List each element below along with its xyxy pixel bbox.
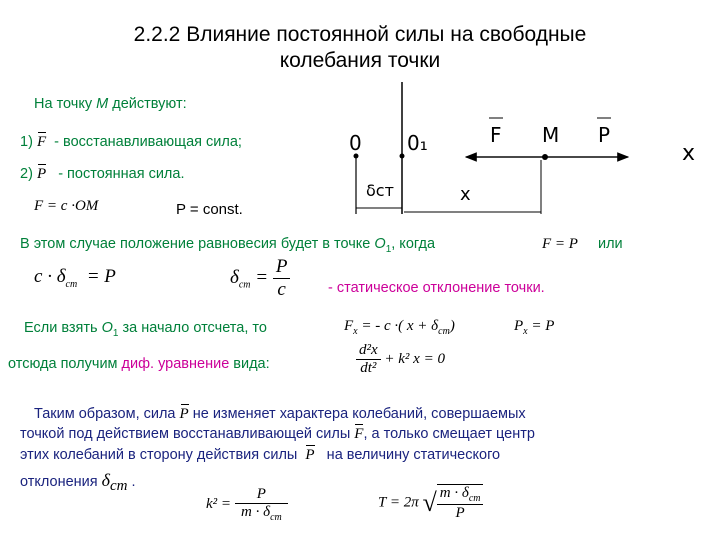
- label-x-axis: x: [682, 141, 696, 166]
- k2-den: m · δ: [241, 504, 271, 520]
- item-1-number: 1): [20, 134, 33, 150]
- period-num-sub: ст: [468, 493, 481, 504]
- o1-point: [400, 154, 405, 159]
- eq-vector-f: F: [542, 236, 552, 252]
- concl-l1b: не изменяет характера колебаний, совершаемых: [188, 406, 526, 422]
- eq-delta-sub: ст: [65, 278, 78, 290]
- eq-vector-f-eq-p: F = P: [542, 236, 578, 252]
- concl-sym-f: F: [354, 426, 364, 442]
- period-lhs: T = 2π: [378, 494, 419, 511]
- diff-post: вида:: [229, 356, 270, 372]
- p-const: P = const.: [176, 201, 243, 218]
- origin-post: за начало отсчета, то: [118, 320, 267, 336]
- concl-sym-p: P: [179, 406, 189, 422]
- origin-pre: Если взять: [24, 320, 102, 336]
- diff-link: диф. уравнение: [121, 356, 230, 372]
- eq-fx-close: ): [449, 318, 455, 334]
- eq-c: c: [34, 266, 43, 287]
- period-den: P: [455, 505, 465, 521]
- concl-l3b: на величину статического: [322, 447, 501, 463]
- title-line-1: 2.2.2 Влияние постоянной силы на свободные: [133, 23, 587, 46]
- intro-point-m: М: [96, 96, 109, 112]
- frac-delta: δ: [230, 266, 239, 288]
- eq-fx-rhs: = - c ·( x + δ: [361, 318, 439, 334]
- diff-rest: + k² x = 0: [384, 350, 445, 367]
- sqrt-icon: √: [422, 488, 437, 517]
- eq-px-rhs: = P: [531, 318, 555, 334]
- concl-sym-p2: P: [305, 447, 315, 463]
- eq-fx-sub: x: [353, 326, 358, 337]
- item-2-number: 2): [20, 166, 33, 182]
- title-line-2: колебания точки: [279, 49, 441, 72]
- origin-sub: 1: [112, 327, 119, 339]
- label-o: 0: [349, 131, 362, 155]
- concl-l1a: Таким образом, сила: [34, 406, 180, 422]
- formula-f-rhs: = c ·OM: [46, 198, 99, 214]
- eq-fx-sub2: ст: [438, 326, 450, 337]
- item-2-symbol: P: [36, 166, 47, 182]
- concl-l2b: , а только смещает центр: [363, 426, 535, 442]
- eq-eq-p: = P: [86, 266, 116, 287]
- equilibrium-mid: , когда: [391, 236, 436, 252]
- concl-l4b: .: [127, 474, 136, 490]
- period-num: m · δ: [439, 485, 469, 501]
- concl-l4a: отклонения: [20, 474, 102, 490]
- concl-sym-sub: ст: [110, 477, 128, 494]
- eq-c-delta-p: $c \cdot \delta_{ст} = P$: [34, 266, 116, 290]
- label-m: M: [542, 123, 560, 147]
- label-delta-st: δст: [366, 181, 394, 200]
- or-text: или: [598, 236, 623, 252]
- eq-px-p: P: [514, 318, 524, 334]
- equilibrium-o1-sub: 1: [385, 243, 392, 255]
- label-x-distance: x: [460, 184, 471, 205]
- k2-num: P: [235, 486, 288, 504]
- intro-post: действуют:: [108, 96, 187, 112]
- concl-l2a: точкой под действием восстанавливающей силы: [20, 426, 355, 442]
- label-f: F: [490, 123, 502, 147]
- diff-pre: отсюда получим: [8, 356, 122, 372]
- item-1-text: - восстанавливающая сила;: [54, 134, 242, 150]
- label-o1: 0₁: [407, 131, 428, 155]
- item-2-text: - постоянная сила.: [58, 166, 185, 182]
- formula-f-lhs: F: [34, 198, 44, 214]
- frac-num-p: P: [273, 256, 291, 279]
- frac-delta-sub: ст: [238, 279, 251, 291]
- eq-fx-f: F: [344, 318, 354, 334]
- concl-l3a: этих колебаний в сторону действия силы: [20, 447, 302, 463]
- eq-px-sub: x: [523, 326, 528, 337]
- concl-sym-delta: δ: [101, 470, 111, 490]
- k2-lhs: k² =: [206, 495, 232, 512]
- frac-eq: =: [255, 266, 269, 288]
- diff-den: dt²: [360, 360, 377, 376]
- intro-pre: На точку: [34, 96, 97, 112]
- static-note: - статическое отклонение точки.: [328, 280, 545, 296]
- frac-den-c: c: [277, 279, 286, 300]
- label-p: P: [598, 123, 611, 147]
- diff-num: d²x: [356, 342, 381, 360]
- equilibrium-pre: В этом случае положение равновесия будет в точке: [20, 236, 375, 252]
- point-m: [542, 154, 548, 160]
- k2-den-sub: ст: [270, 512, 282, 523]
- eq-vector-p: P: [568, 236, 578, 252]
- origin-o: O: [101, 320, 113, 336]
- item-1-symbol: F: [36, 134, 47, 150]
- equilibrium-o1: O: [374, 236, 386, 252]
- eq-delta: δ: [56, 266, 66, 287]
